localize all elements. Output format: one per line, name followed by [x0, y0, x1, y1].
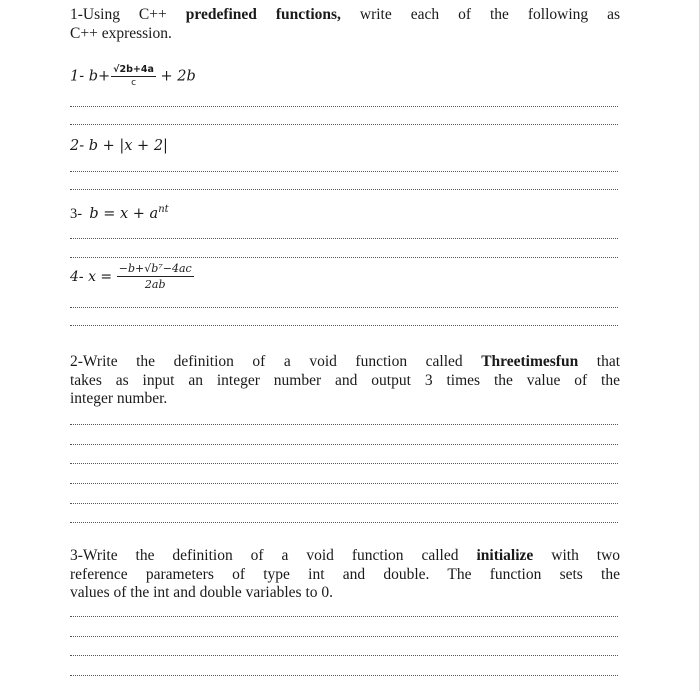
- answer-line[interactable]: [70, 616, 618, 617]
- question-2: [70, 353, 620, 409]
- answer-line[interactable]: [70, 124, 618, 125]
- question-3: [70, 547, 620, 603]
- answer-line[interactable]: [70, 463, 618, 464]
- question-3-line-2: reference parameters of type int and double. The function sets the: [70, 565, 620, 583]
- question-1-line-2: C++ expression.: [70, 24, 172, 42]
- question-2-line-1: 2-Write the definition of a void function called Threetimesfun that: [70, 353, 621, 370]
- expression-4: 4- x = $\frac{\text{−b+√b⁷−4ac}}{2ab}$: [70, 262, 192, 291]
- question-3-line-3: values of the int and double variables to 0.: [70, 584, 334, 601]
- answer-line[interactable]: [70, 522, 618, 523]
- fraction-1: $\frac{√2b+4a}{c}$: [113, 64, 154, 88]
- question-2-line-3: integer number.: [70, 390, 168, 407]
- fraction-4: $\frac{\text{−b+√b⁷−4ac}}{2ab}$: [118, 262, 192, 291]
- answer-line[interactable]: [70, 503, 618, 504]
- answer-line[interactable]: [70, 171, 618, 172]
- answer-line[interactable]: [70, 655, 618, 656]
- answer-line[interactable]: [70, 325, 618, 326]
- expression-2: 2- b + |x + 2|: [70, 138, 168, 154]
- answer-line[interactable]: [70, 483, 618, 484]
- answer-line[interactable]: [70, 257, 618, 258]
- question-1: [70, 6, 620, 43]
- answer-line[interactable]: [70, 636, 618, 637]
- answer-line[interactable]: [70, 675, 618, 676]
- answer-line[interactable]: [70, 189, 618, 190]
- answer-line[interactable]: [70, 424, 618, 425]
- question-3-line-1: 3-Write the definition of a void function called initialize with two: [70, 547, 621, 564]
- question-2-line-2: takes as input an integer number and output 3 times the value of the: [70, 371, 620, 389]
- answer-line[interactable]: [70, 106, 618, 107]
- answer-line[interactable]: [70, 444, 618, 445]
- answer-line[interactable]: [70, 238, 618, 239]
- question-1-line-1: 1-Using C++ predefined functions, write each of the following as: [70, 6, 621, 23]
- expression-3: 3- $b = x + a^{nt}$: [70, 204, 169, 222]
- answer-line[interactable]: [70, 307, 618, 308]
- expression-1: 1- b+ $\frac{√2b+4a}{c}$ + 2b: [70, 64, 196, 88]
